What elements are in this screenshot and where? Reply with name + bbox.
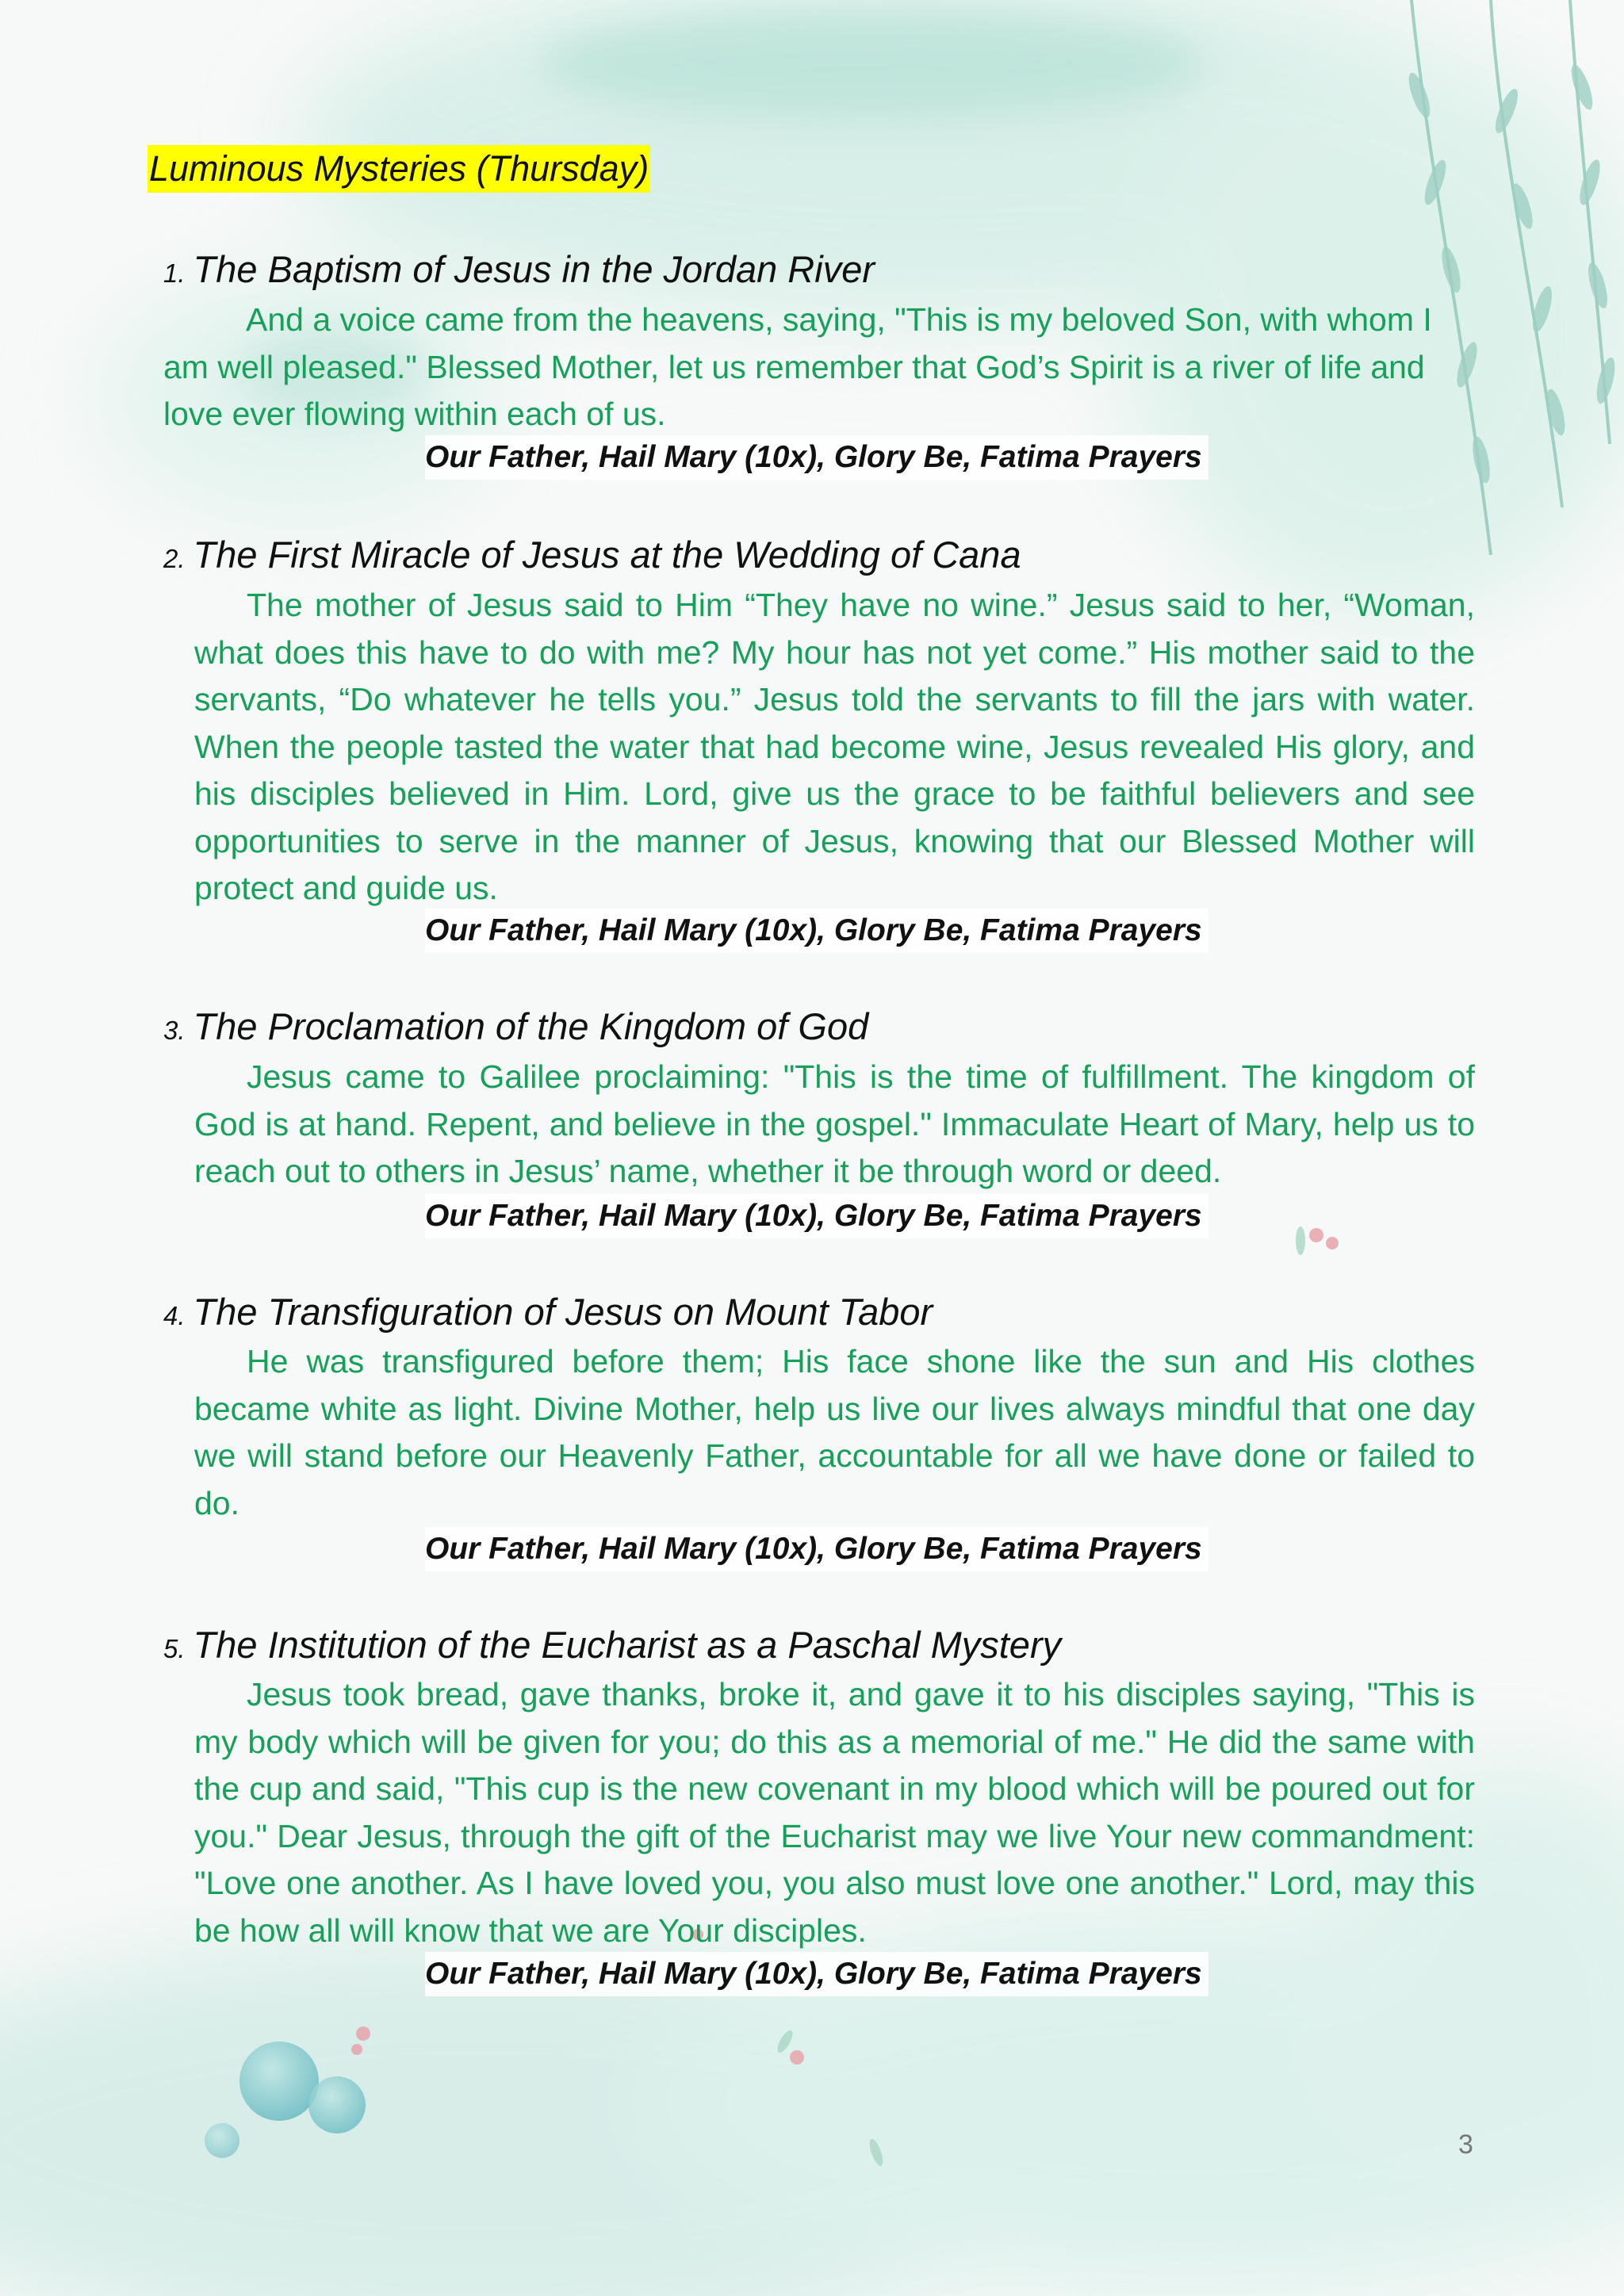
mystery-title [163,1621,1061,1673]
mystery-number: 2. [163,544,186,573]
mystery-number: 3. [163,1016,186,1045]
mystery-text: The mother of Jesus said to Him “They have no wine.” Jesus said to her, “Woman, what does this have to do with me? My hour has not yet come.” His mother said to the servants, “Do whatever he tells you.” Jesus told the servants to fill the jars with water. When the people tasted the water that had become wine, Jesus revealed His glory, and his disciples believed in Him. Lord, give us the grace to be faithful believers and see opportunities to serve in the manner of Jesus, knowing that our Blessed Mother will protect and guide us. [194,587,1475,906]
mystery-text: Jesus took bread, gave thanks, broke it, and gave it to his disciples saying, "This is my body which will be given for you; do this as a memorial of me." He did the same with the cup and said, "This cup is the new covenant in my blood which will be poured out for you." Dear Jesus, through the gift of the Eucharist may we live Your new commandment: "Love one another. As I have loved you, you also must love one another." Lord, may this be how all will know that we are Your disciples. [194,1676,1475,1949]
mystery-title [163,1003,868,1054]
prayer-line: Our Father, Hail Mary (10x), Glory Be, Fatima Prayers [425,435,1208,480]
mystery-text: He was transfigured before them; His face shone like the sun and His clothes became white as light. Divine Mother, help us live our lives always mindful that one day we will stand before our Heavenly Father, accountable for all we have done or failed to do. [194,1343,1475,1521]
mystery-title-text: The First Miracle of Jesus at the Wedding of Cana [193,534,1021,576]
mystery-title [163,531,1021,583]
mystery-text: And a voice came from the heavens, saying, "This is my beloved Son, with whom I am well pleased." Blessed Mother, let us remember that God’s Spirit is a river of life and love ever flowing within each of us. [163,301,1432,432]
mystery-title-text: The Baptism of Jesus in the Jordan River [193,248,875,290]
prayer-line: Our Father, Hail Mary (10x), Glory Be, Fatima Prayers [425,909,1208,953]
prayer-line: Our Father, Hail Mary (10x), Glory Be, Fatima Prayers [425,1194,1208,1238]
mystery-number: 4. [163,1301,186,1330]
mystery-title [163,1288,933,1340]
section-heading: Luminous Mysteries (Thursday) [147,145,650,193]
prayer-line: Our Father, Hail Mary (10x), Glory Be, Fatima Prayers [425,1952,1208,1996]
mystery-number: 1. [163,258,186,288]
mystery-title [163,246,875,297]
mystery-title-text: The Transfiguration of Jesus on Mount Tabor [193,1291,933,1333]
mystery-title-text: The Proclamation of the Kingdom of God [193,1005,869,1047]
prayer-line: Our Father, Hail Mary (10x), Glory Be, Fatima Prayers [425,1527,1208,1571]
mystery-title-text: The Institution of the Eucharist as a Paschal Mystery [193,1624,1062,1666]
page-number: 3 [1458,2130,1473,2160]
mystery-text: Jesus came to Galilee proclaiming: "This is the time of fulfillment. The kingdom of God is at hand. Repent, and believe in the gospel." Immaculate Heart of Mary, help us to reach out to others in Jesus’ name, whether it be through word or deed. [194,1058,1475,1189]
mystery-number: 5. [163,1634,186,1663]
